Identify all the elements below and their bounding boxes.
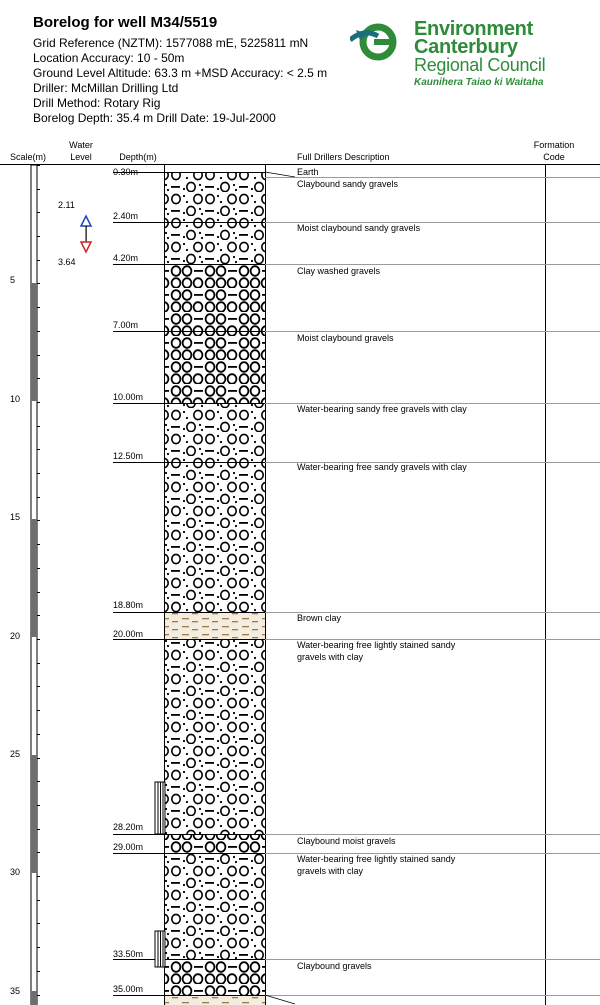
scale-minor-tick [37, 947, 40, 948]
description-layer: Water-bearing free lightly stained sandy gravels with clay [297, 640, 456, 662]
depth-label: 7.00m [113, 320, 139, 330]
grid-reference: Grid Reference (NZTM): 1577088 mE, 5225811 mN [33, 36, 309, 50]
logo-line-canterbury: Canterbury [414, 36, 518, 58]
layer-boundary-line [165, 264, 265, 265]
layer-water-bearing-free-sandy-gravels [165, 462, 265, 612]
layer-lightly-stained-sandy-gravels-2 [165, 853, 265, 959]
description-column-header: Full Drillers Description [297, 152, 390, 162]
layer-boundary-line [165, 222, 265, 223]
scale-minor-tick [37, 236, 40, 237]
description-layer: Claybound sandy gravels [297, 179, 399, 189]
depth-label: 10.00m [113, 392, 144, 402]
scale-minor-tick [37, 473, 40, 474]
scale-minor-tick [37, 663, 40, 664]
depth-label: 0.30m [113, 167, 139, 177]
screen-marker-lower [155, 931, 165, 967]
depth-and-date: Borelog Depth: 35.4 m Drill Date: 19-Jul-2000 [33, 111, 276, 125]
layer-boundary-line [165, 612, 265, 613]
scale-minor-tick [37, 734, 40, 735]
lithology-column [165, 165, 265, 1005]
logo-line-environment: Environment [414, 18, 533, 40]
scale-minor-tick [37, 900, 40, 901]
location-accuracy: Location Accuracy: 10 - 50m [33, 51, 185, 65]
water-level-header-line2: Level [70, 152, 92, 162]
borelog-title: Borelog for well M34/5519 [33, 14, 218, 31]
scale-tick-15: 15 [10, 512, 21, 522]
layer-moist-claybound-gravels [165, 331, 265, 403]
scale-minor-tick [37, 758, 40, 759]
layer-clay-washed-gravels [165, 264, 265, 331]
depth-boundary-line [113, 995, 165, 996]
scale-minor-tick [37, 520, 40, 521]
scale-minor-tick [37, 829, 40, 830]
scale-minor-tick [37, 639, 40, 640]
depth-column-header: Depth(m) [119, 152, 157, 162]
scale-minor-tick [37, 592, 40, 593]
layer-boundary-line [165, 172, 265, 173]
layer-claybound-gravels [165, 959, 265, 995]
depth-label: 20.00m [113, 629, 144, 639]
layer-boundary-line [165, 462, 265, 463]
logo-line-regional-council: Regional Council [414, 55, 546, 75]
scale-minor-tick [37, 781, 40, 782]
scale-minor-tick [37, 165, 40, 166]
description-layer: Moist claybound sandy gravels [297, 223, 421, 233]
layer-moist-claybound-sandy-gravels [165, 222, 265, 264]
scale-minor-tick [37, 497, 40, 498]
depth-label: 29.00m [113, 842, 144, 852]
layer-lightly-stained-sandy-gravels [165, 639, 265, 834]
description-boundary-line [265, 995, 600, 996]
scale-tick-35: 35 [10, 986, 21, 996]
layer-boundary-line [165, 995, 265, 996]
scale-minor-tick [37, 852, 40, 853]
scale-minor-tick [37, 260, 40, 261]
depth-label: 18.80m [113, 600, 144, 610]
scale-minor-tick [37, 402, 40, 403]
scale-minor-tick [37, 568, 40, 569]
description-earth: Earth [297, 167, 319, 177]
water-level-static: 2.11 [58, 200, 75, 210]
scale-minor-tick [37, 307, 40, 308]
water-level-arrows-icon [81, 216, 91, 252]
formation-header-line1: Formation [533, 140, 575, 150]
layer-boundary-line [165, 853, 265, 854]
depth-boundary-line [113, 612, 165, 613]
scale-tick-20: 20 [10, 631, 21, 641]
description-layer: Clay washed gravels [297, 266, 381, 276]
depth-boundary-line [113, 331, 165, 332]
layer-earth [165, 165, 265, 172]
scale-tick-10: 10 [10, 394, 21, 404]
water-level-pumped: 3.64 [58, 257, 76, 267]
description-layer: Water-bearing sandy free gravels with clay [297, 404, 467, 414]
layer-boundary-line [165, 639, 265, 640]
layer-water-bearing-sandy-gravels [165, 403, 265, 462]
scale-minor-tick [37, 805, 40, 806]
layer-brown-clay [165, 612, 265, 639]
depth-boundary-line [113, 264, 165, 265]
description-layer: Moist claybound gravels [297, 333, 394, 343]
bottom-connector-line [265, 995, 295, 1004]
description-layer: Brown clay [297, 613, 342, 623]
depth-boundary-line [113, 403, 165, 404]
depth-boundary-line [113, 222, 165, 223]
scale-minor-tick [37, 212, 40, 213]
scale-minor-tick [37, 710, 40, 711]
layer-boundary-line [165, 331, 265, 332]
scale-tick-5: 5 [10, 275, 16, 285]
formation-header-line2: Code [543, 152, 565, 162]
scale-minor-tick [37, 615, 40, 616]
scale-column-header: Scale(m) [9, 152, 46, 162]
depth-label: 4.20m [113, 253, 139, 263]
depth-label: 2.40m [113, 211, 139, 221]
scale-minor-tick [37, 923, 40, 924]
scale-minor-tick [37, 995, 40, 996]
screen-marker-upper [155, 782, 165, 834]
depth-label: 35.00m [113, 984, 144, 994]
water-level-header-line1: Water [69, 140, 93, 150]
layer-boundary-line [165, 834, 265, 835]
earth-connector-line [265, 172, 295, 177]
scale-minor-tick [37, 971, 40, 972]
description-layer: Water-bearing free sandy gravels with clay [297, 462, 467, 472]
scale-minor-tick [37, 189, 40, 190]
scale-minor-tick [37, 378, 40, 379]
layer-claybound-moist-gravels [165, 834, 265, 853]
scale-minor-tick [37, 449, 40, 450]
scale-minor-tick [37, 426, 40, 427]
scale-minor-tick [37, 283, 40, 284]
scale-minor-tick [37, 355, 40, 356]
depth-label: 12.50m [113, 451, 144, 461]
scale-minor-tick [37, 876, 40, 877]
ground-level-altitude: Ground Level Altitude: 63.3 m +MSD Accuracy: < 2.5 m [33, 66, 328, 80]
description-layer: Water-bearing free lightly stained sandy gravels with clay [297, 854, 456, 876]
scale-tick-25: 25 [10, 749, 21, 759]
depth-boundary-line [113, 462, 165, 463]
layer-claybound-sandy-gravels [165, 172, 265, 222]
description-layer: Claybound moist gravels [297, 836, 396, 846]
depth-boundary-line [113, 639, 165, 640]
layer-boundary-line [165, 403, 265, 404]
scale-minor-tick [37, 686, 40, 687]
depth-boundary-line [113, 853, 165, 854]
scale-minor-tick [37, 544, 40, 545]
drill-method: Drill Method: Rotary Rig [33, 96, 161, 110]
depth-label: 33.50m [113, 949, 144, 959]
logo-tagline: Kaunihera Taiao ki Waitaha [414, 77, 544, 88]
description-layer: Claybound gravels [297, 961, 372, 971]
depth-label: 28.20m [113, 822, 144, 832]
scale-minor-tick [37, 331, 40, 332]
layer-bottom-clay [165, 995, 265, 1005]
scale-tick-30: 30 [10, 867, 21, 877]
driller: Driller: McMillan Drilling Ltd [33, 81, 179, 95]
layer-boundary-line [165, 959, 265, 960]
